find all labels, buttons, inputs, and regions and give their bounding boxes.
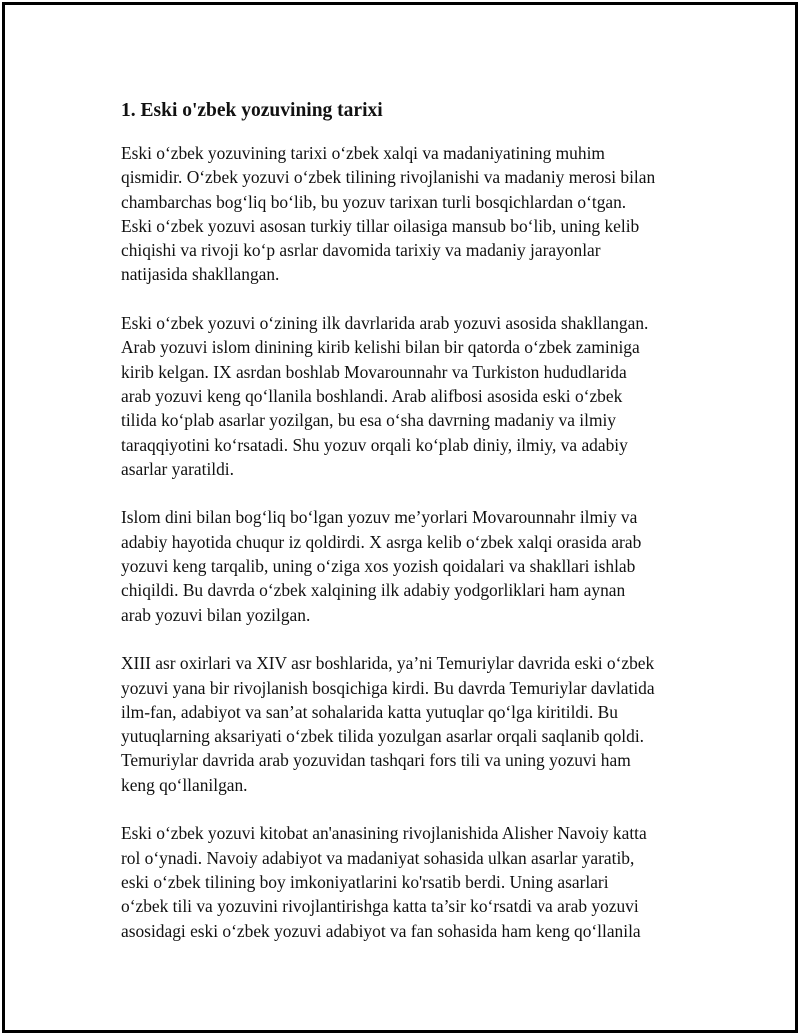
text-line: eski o‘zbek tilining boy imkoniyatlarini ko'rsatib berdi. Uning asarlari [121, 871, 609, 892]
paragraph [121, 505, 701, 626]
text-line: taraqqiyotini ko‘rsatadi. Shu yozuv orqali ko‘plab diniy, ilmiy, va adabiy [121, 434, 628, 455]
paragraph [121, 821, 701, 942]
text-line: qismidir. O‘zbek yozuvi o‘zbek tilining rivojlanishi va madaniy merosi bilan [121, 167, 656, 188]
text-line: Eski o‘zbek yozuvi asosan turkiy tillar oilasiga mansub bo‘lib, uning kelib [121, 215, 640, 236]
text-line: tilida ko‘plab asarlar yozilgan, bu esa o‘sha davrning madaniy va ilmiy [121, 410, 617, 431]
text-line: Islom dini bilan bog‘liq bo‘lgan yozuv me’yorlari Movarounnahr ilmiy va [121, 507, 638, 528]
text-line: natijasida shakllangan. [121, 264, 280, 285]
paragraph [121, 311, 701, 481]
section-heading: 1. Eski o'zbek yozuvining tarixi [121, 100, 383, 121]
paragraph [121, 141, 701, 287]
text-line: asarlar yaratildi. [121, 458, 234, 479]
text-line: kirib kelgan. IX asrdan boshlab Movarounnahr va Turkiston hududlarida [121, 361, 627, 382]
text-line: yutuqlarning aksariyati o‘zbek tilida yozulgan asarlar orqali saqlanib qoldi. [121, 726, 645, 747]
text-line: asosidagi eski o‘zbek yozuvi adabiyot va fan sohasida ham keng qo‘llanila [121, 920, 641, 941]
document-body [121, 99, 701, 967]
text-line: ilm-fan, adabiyot va san’at sohalarida katta yutuqlar qo‘lga kiritildi. Bu [121, 701, 618, 722]
paragraph [121, 651, 701, 797]
text-line: keng qo‘llanilgan. [121, 774, 248, 795]
text-line: XIII asr oxirlari va XIV asr boshlarida, ya’ni Temuriylar davrida eski o‘zbek [121, 653, 655, 674]
text-line: chiqishi va rivoji ko‘p asrlar davomida tarixiy va madaniy jarayonlar [121, 240, 601, 261]
text-line: chiqildi. Bu davrda o‘zbek xalqining ilk adabiy yodgorliklari ham aynan [121, 580, 626, 601]
text-line: yozuvi keng tarqalib, uning o‘ziga xos yozish qoidalari va shakllari ishlab [121, 556, 636, 577]
text-line: arab yozuvi bilan yozilgan. [121, 604, 311, 625]
text-line: Temuriylar davrida arab yozuvidan tashqari fors tili va uning yozuvi ham [121, 750, 631, 771]
text-line: Eski o‘zbek yozuvi kitobat an'anasining rivojlanishida Alisher Navoiy katta [121, 823, 647, 844]
text-line: adabiy hayotida chuqur iz qoldirdi. X asrga kelib o‘zbek xalqi orasida arab [121, 531, 642, 552]
text-line: rol o‘ynadi. Navoiy adabiyot va madaniyat sohasida ulkan asarlar yaratib, [121, 847, 635, 868]
text-line: o‘zbek tili va yozuvini rivojlantirishga katta ta’sir ko‘rsatdi va arab yozuvi [121, 896, 639, 917]
page-frame [2, 2, 798, 1033]
text-line: Eski o‘zbek yozuvi o‘zining ilk davrlarida arab yozuvi asosida shakllangan. [121, 313, 649, 334]
text-line: arab yozuvi keng qo‘llanila boshlandi. Arab alifbosi asosida eski o‘zbek [121, 385, 623, 406]
text-line: Arab yozuvi islom dinining kirib kelishi bilan bir qatorda o‘zbek zaminiga [121, 337, 640, 358]
text-line: chambarchas bog‘liq bo‘lib, bu yozuv tarixan turli bosqichlardan o‘tgan. [121, 191, 627, 212]
text-line: yozuvi yana bir rivojlanish bosqichiga kirdi. Bu davrda Temuriylar davlatida [121, 677, 655, 698]
text-line: Eski o‘zbek yozuvining tarixi o‘zbek xalqi va madaniyatining muhim [121, 143, 605, 163]
